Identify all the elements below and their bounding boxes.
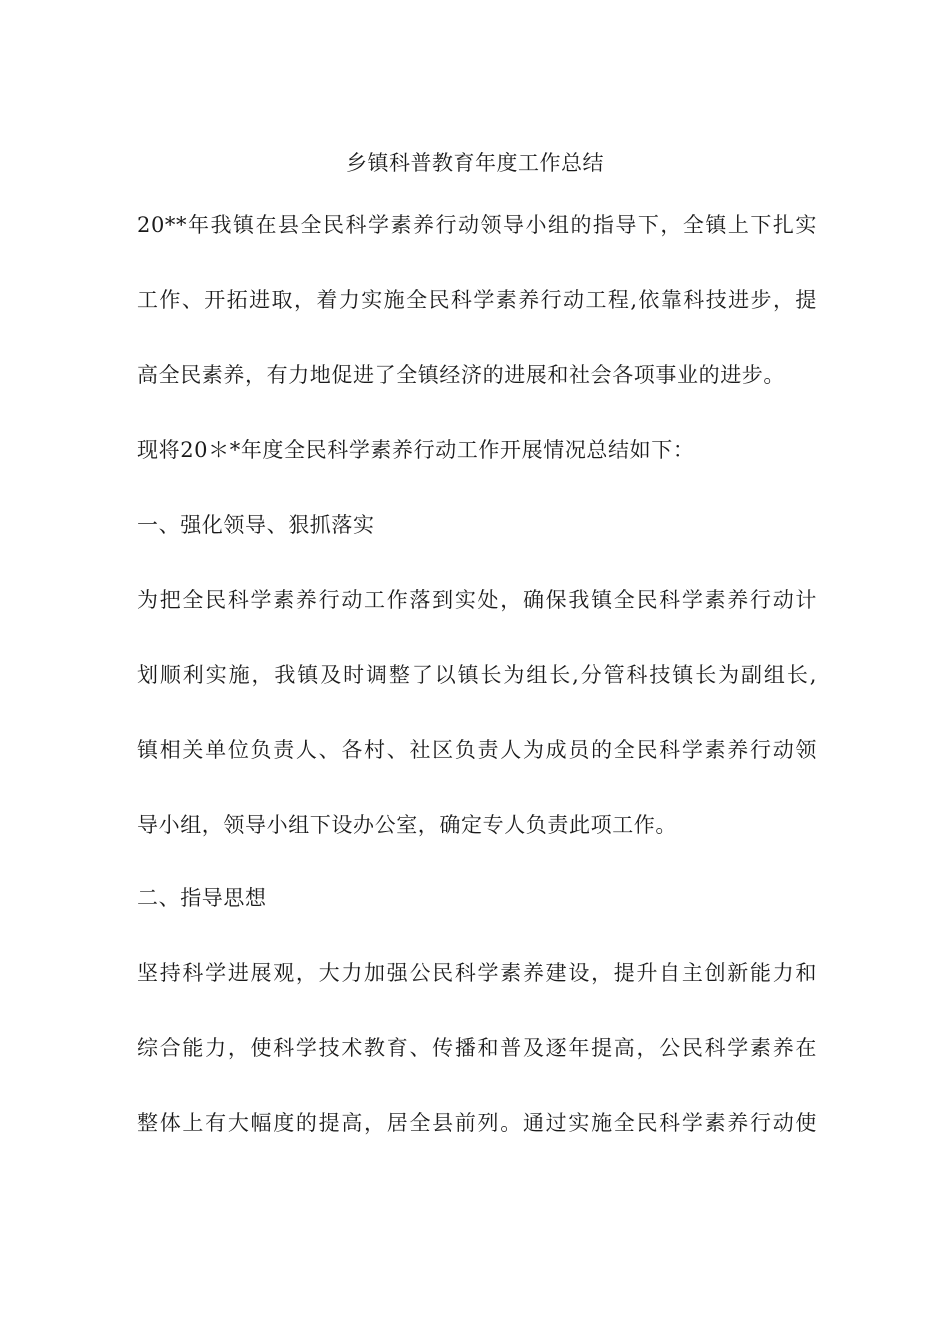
paragraph-line: 镇相关单位负责人、各村、社区负责人为成员的全民科学素养行动领 [137, 738, 817, 762]
paragraph-line: 为把全民科学素养行动工作落到实处，确保我镇全民科学素养行动计 [137, 588, 817, 612]
paragraph-line: 整体上有大幅度的提高，居全县前列。通过实施全民科学素养行动使 [137, 1111, 817, 1135]
section-heading: 一、强化领导、狠抓落实 [137, 513, 375, 537]
paragraph-line: 划顺利实施，我镇及时调整了以镇长为组长,分管科技镇长为副组长, [137, 663, 817, 687]
paragraph-line: 现将20＊*年度全民科学素养行动工作开展情况总结如下： [137, 438, 695, 462]
paragraph-line: 高全民素养，有力地促进了全镇经济的进展和社会各项事业的进步。 [137, 363, 785, 387]
paragraph-line: 工作、开拓进取，着力实施全民科学素养行动工程,依靠科技进步，提 [137, 288, 817, 312]
section-heading: 二、指导思想 [137, 886, 267, 910]
paragraph-line: 20**年我镇在县全民科学素养行动领导小组的指导下，全镇上下扎实 [137, 213, 817, 237]
paragraph-line: 坚持科学进展观，大力加强公民科学素养建设，提升自主创新能力和 [137, 961, 817, 985]
paragraph-line: 综合能力，使科学技术教育、传播和普及逐年提高，公民科学素养在 [137, 1036, 817, 1060]
document-title: 乡镇科普教育年度工作总结 [346, 151, 604, 175]
paragraph-line: 导小组，领导小组下设办公室，确定专人负责此项工作。 [137, 813, 677, 837]
